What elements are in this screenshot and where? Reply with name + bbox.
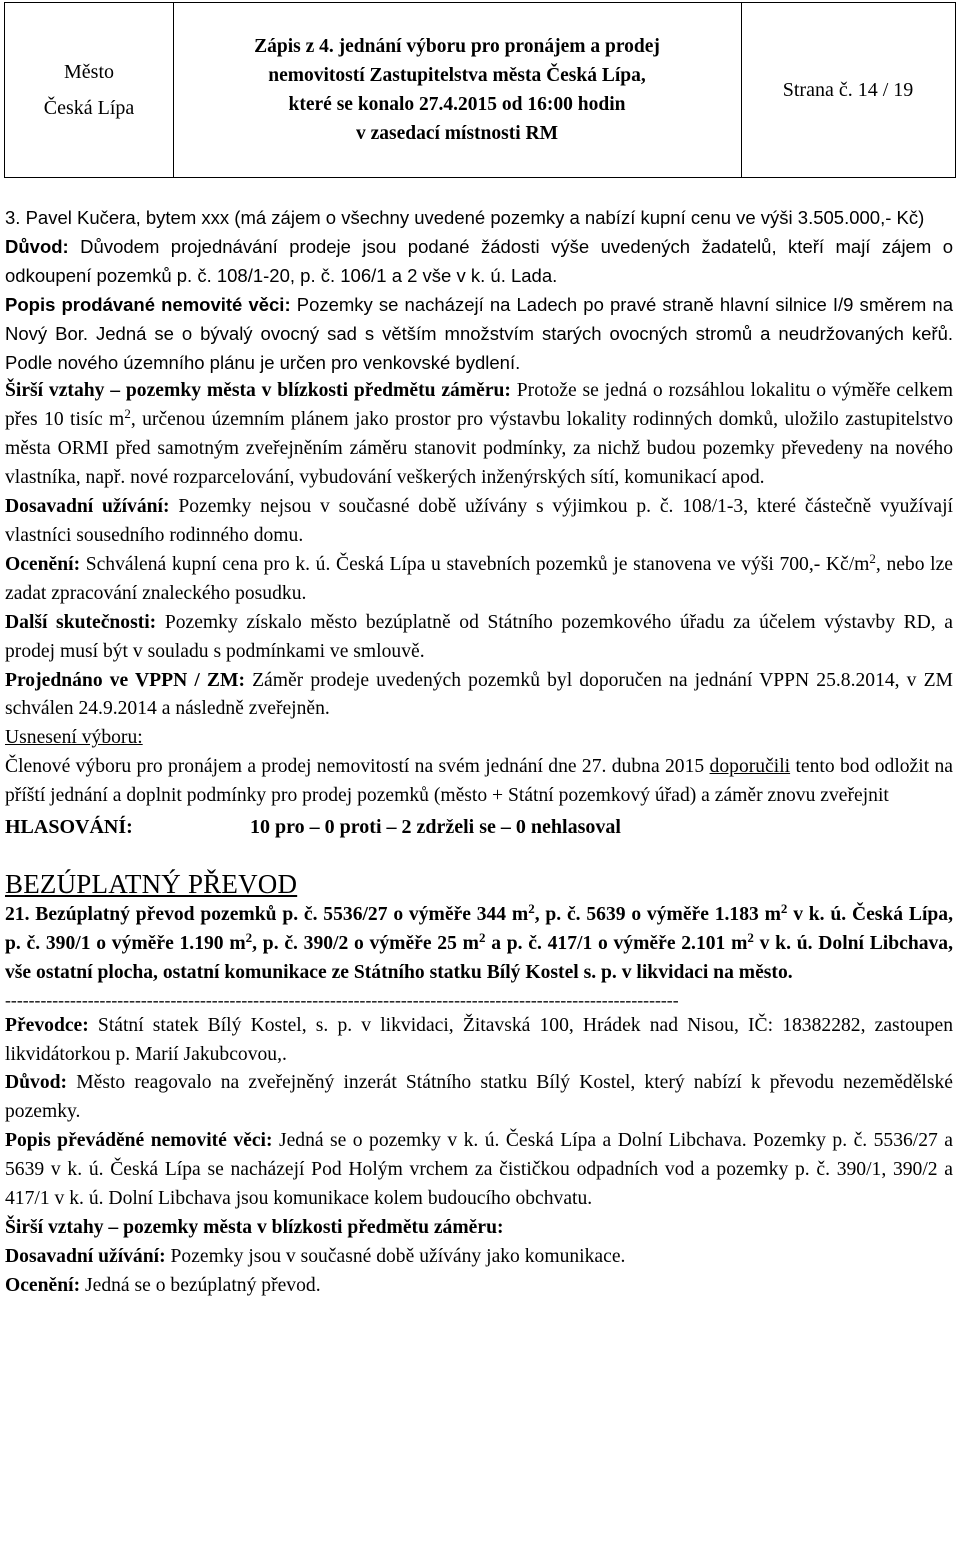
item-3-valuation-text-b: , nebo lze zadat zpracování znaleckého posudku.: [5, 553, 953, 604]
item-3-valuation: [5, 551, 953, 609]
item-3-reason: [5, 233, 953, 291]
header-city-line-2: Česká Lípa: [43, 97, 135, 119]
label-reason: Důvod:: [5, 1072, 68, 1094]
item-3-current-use: [5, 493, 953, 551]
header-title-line-3: které se konalo 27.4.2015 od 16:00 hodin: [288, 94, 626, 115]
item-3-resolution-text-a: Členové výboru pro pronájem a prodej nemovitostí na svém jednání dne 27. dubna 2015: [5, 756, 710, 778]
item-21-heading-a: 21. Bezúplatný převod pozemků p. č. 5536/27 o výměře 344 m: [5, 903, 529, 925]
item-3-vote-result: 10 pro – 0 proti – 2 zdrželi se – 0 nehlasoval: [250, 816, 621, 839]
superscript: 2: [869, 550, 876, 566]
label-valuation: Ocenění:: [5, 1274, 81, 1296]
item-21-heading: [5, 901, 953, 988]
item-3-resolution: [5, 753, 953, 811]
item-21-heading-e: a p. č. 417/1 o výměře 2.101 m: [485, 932, 748, 954]
dashed-separator: ------------------------------------------------------------------------------------------------------------------: [5, 989, 679, 1010]
item-21-valuation-text: Jedná se o bezúplatný převod.: [80, 1274, 321, 1296]
header-title-line-2: nemovitostí Zastupitelstva města Česká Lípa,: [268, 65, 646, 86]
item-3-current-use-text: Pozemky nejsou v současné době užívány s výjimkou p. č. 108/1-3, které částečně využívají vlastníci sousedního rodinného domu.: [5, 496, 953, 546]
superscript: 2: [245, 929, 253, 945]
item-3-bidder-text: 3. Pavel Kučera, bytem xxx (má zájem o všechny uvedené pozemky a nabízí kupní cenu ve výši 3.505.000,- Kč): [5, 207, 925, 228]
item-3-description: [5, 291, 953, 378]
item-21-description: [5, 1127, 953, 1214]
item-3-other-facts-text: Pozemky získalo město bezúplatně od Státního pozemkového úřadu za účelem výstavby RD, a prodej musí být v souladu s podmínkami ve smlouvě.: [5, 611, 953, 662]
label-reason: Důvod:: [5, 235, 69, 257]
header-city: [5, 3, 174, 177]
item-3-wider-relations-text-b: , určenou územním plánem jako prostor pro výstavbu lokality rodinných domků, uložilo zastupitelstvo města ORMI před samotným zveřejněním záměru stanovit podmínky, za nichž budou pozemky převedeny na nového vlastníka, např. nové rozparcelování, vybudování veškerých inženýrských sítí, komunikací apod.: [5, 409, 953, 489]
item-21-current-use-text: Pozemky jsou v současné době užívány jako komunikace.: [165, 1245, 626, 1267]
superscript: 2: [780, 900, 788, 916]
item-3-bidder: [5, 204, 953, 233]
label-valuation: Ocenění:: [5, 553, 81, 575]
label-resolution: Usnesení výboru:: [5, 727, 143, 749]
item-21-heading-c: v k. ú. Česká Lípa, p. č. 390/1 o výměře 1.190 m: [5, 903, 953, 954]
item-21-transferor: [5, 1012, 953, 1070]
item-3-vote: [5, 813, 953, 842]
item-3-description-text: Pozemky se nacházejí na Ladech po pravé straně hlavní silnice I/9 směrem na Nový Bor. Jedná se o bývalý ovocný sad s větším množstvím starých ovocných stromů a neudržovaných keřů. Podle nového územního plánu je určen pro venkovské bydlení.: [5, 293, 954, 373]
item-3-wider-relations-text-a: Protože se jedná o rozsáhlou lokalitu o výměře celkem přes 10 tisíc m: [5, 380, 953, 431]
item-21-description-text: Jedná se o pozemky v k. ú. Česká Lípa a Dolní Libchava. Pozemky p. č. 5536/27 a 5639 v k. ú. Česká Lípa se nacházejí Pod Holým vrchem za čističkou odpadních vod a pozemky p. č. 390/1, 390/2 a 417/1 v k. ú. Dolní Libchava jsou komunikace kolem budoucího obchvatu.: [5, 1130, 953, 1210]
page-header: [4, 2, 956, 178]
item-3-other-facts: [5, 609, 953, 667]
item-21-valuation: [5, 1272, 953, 1301]
label-current-use: Dosavadní užívání:: [5, 496, 170, 518]
superscript: 2: [124, 406, 131, 422]
item-3-resolution-underlined: doporučili: [709, 756, 791, 778]
header-page-number: [741, 3, 955, 177]
label-description: Popis převáděné nemovité věci:: [5, 1130, 273, 1152]
item-3-discussed: [5, 667, 953, 725]
item-21-heading-d: , p. č. 390/2 o výměře 25 m: [252, 932, 479, 954]
label-wider-relations: Širší vztahy – pozemky města v blízkosti předmětu záměru:: [5, 380, 511, 402]
item-3-reason-text: Důvodem projednávání prodeje jsou podané žádosti výše uvedených žadatelů, kteří mají zájem o odkoupení pozemků p. č. 108/1-20, p. č. 106/1 a 2 vše v k. ú. Lada.: [5, 235, 953, 286]
label-description: Popis prodávané nemovité věci:: [5, 293, 291, 315]
header-title-line-1: Zápis z 4. jednání výboru pro pronájem a prodej: [254, 36, 660, 57]
page-number: Strana č. 14 / 19: [782, 78, 914, 101]
superscript: 2: [528, 900, 535, 916]
label-other-facts: Další skutečnosti:: [5, 611, 157, 633]
label-vote: HLASOVÁNÍ:: [5, 816, 133, 839]
superscript: 2: [747, 929, 754, 945]
header-city-line-1: Město: [64, 61, 114, 83]
header-title-line-4: v zasedací místnosti RM: [355, 123, 558, 144]
item-3-resolution-text-b: tento bod odložit na příští jednání a doplnit podmínky pro prodej pozemků (město + Státní pozemkový úřad) a záměr znovu zveřejnit: [5, 756, 953, 807]
label-discussed: Projednáno ve VPPN / ZM:: [5, 669, 245, 691]
document-body: [5, 204, 953, 1301]
item-3-valuation-text-a: Schválená kupní cena pro k. ú. Česká Lípa u stavebních pozemků je stanovena ve výši 700,- Kč/m: [80, 553, 870, 575]
header-title: [173, 3, 742, 177]
item-3-resolution-heading: [5, 724, 953, 753]
item-21-current-use: [5, 1243, 953, 1272]
superscript: 2: [478, 929, 486, 945]
item-21-reason-text: Město reagovalo na zveřejněný inzerát Státního statku Bílý Kostel, který nabízí k převodu nezemědělské pozemky.: [5, 1072, 953, 1123]
section-title: BEZÚPLATNÝ PŘEVOD: [5, 868, 298, 899]
item-21-wider-relations: [5, 1214, 953, 1243]
item-3-discussed-text: Záměr prodeje uvedených pozemků byl doporučen na jednání VPPN 25.8.2014, v ZM schválen 24.9.2014 a následně zveřejněn.: [5, 669, 953, 720]
item-21-transferor-text: Státní statek Bílý Kostel, s. p. v likvidaci, Žitavská 100, Hrádek nad Nisou, IČ: 18382282, zastoupen likvidátorkou p. Marií Jakubcovou,.: [5, 1014, 953, 1065]
item-3-wider-relations: [5, 377, 953, 493]
item-21-heading-b: , p. č. 5639 o výměře 1.183 m: [534, 903, 781, 925]
label-transferor: Převodce:: [5, 1014, 89, 1036]
label-wider-relations: Širší vztahy – pozemky města v blízkosti předmětu záměru:: [5, 1217, 504, 1238]
item-21-heading-f: v k. ú. Dolní Libchava, vše ostatní plocha, ostatní komunikace ze Státního statku Bílý Kostel s. p. v likvidaci na město.: [5, 932, 954, 983]
item-21-reason: [5, 1069, 953, 1127]
label-current-use: Dosavadní užívání:: [5, 1245, 166, 1267]
